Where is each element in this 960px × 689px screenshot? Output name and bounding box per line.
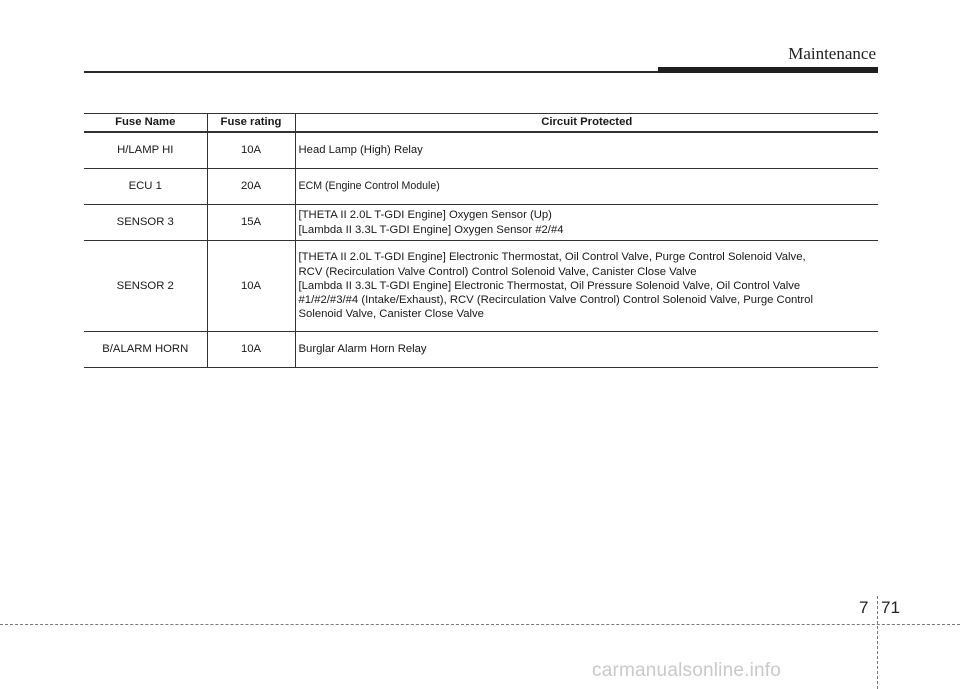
- fuse-name-cell: B/ALARM HORN: [84, 332, 207, 368]
- footer-divider: [0, 624, 960, 625]
- column-header-fuse-rating: Fuse rating: [207, 114, 295, 133]
- circuit-line: Solenoid Valve, Canister Close Valve: [298, 308, 484, 321]
- fuse-rating-cell: 10A: [207, 132, 295, 169]
- fuse-rating-cell: 10A: [207, 332, 295, 368]
- page-number-divider: [877, 596, 878, 689]
- circuit-line: [Lambda II 3.3L T-GDI Engine] Electronic Thermostat, Oil Pressure Solenoid Valve, Oil Control Valve: [298, 279, 801, 292]
- circuit-protected-cell: [295, 169, 878, 205]
- fuse-name-cell: ECU 1: [84, 169, 207, 205]
- circuit-protected-cell: [295, 332, 878, 368]
- fuse-table: [84, 113, 878, 368]
- column-header-fuse-name: Fuse Name: [84, 114, 207, 133]
- circuit-protected-cell: [295, 241, 878, 332]
- section-title: Maintenance: [788, 44, 876, 63]
- header-rule-accent: [658, 67, 878, 73]
- fuse-name-cell: SENSOR 2: [84, 241, 207, 332]
- header-rule: [84, 71, 660, 73]
- circuit-line: Head Lamp (High) Relay: [298, 144, 423, 157]
- fuse-rating-cell: 20A: [207, 169, 295, 205]
- fuse-name-cell: SENSOR 3: [84, 205, 207, 241]
- fuse-rating-cell: 10A: [207, 241, 295, 332]
- table-header-row: [84, 114, 878, 133]
- column-header-circuit-protected: Circuit Protected: [295, 114, 878, 133]
- chapter-number: 7: [859, 598, 869, 617]
- table-row: [84, 132, 878, 169]
- circuit-protected-cell: [295, 205, 878, 241]
- circuit-line: #1/#2/#3/#4 (Intake/Exhaust), RCV (Recirculation Valve Control) Control Solenoid Valve, Purge Control: [298, 294, 813, 307]
- circuit-line: Burglar Alarm Horn Relay: [298, 343, 427, 356]
- table-row: [84, 205, 878, 241]
- circuit-line: ECM (Engine Control Module): [298, 180, 440, 193]
- circuit-line: RCV (Recirculation Valve Control) Control Solenoid Valve, Canister Close Valve: [298, 265, 697, 278]
- table-row: [84, 241, 878, 332]
- fuse-rating-cell: 15A: [207, 205, 295, 241]
- table-row: [84, 169, 878, 205]
- circuit-line: [Lambda II 3.3L T-GDI Engine] Oxygen Sensor #2/#4: [298, 223, 564, 236]
- fuse-name-cell: H/LAMP HI: [84, 132, 207, 169]
- watermark: carmanualsonline.info: [592, 660, 782, 681]
- page-number: 71: [881, 598, 900, 617]
- circuit-line: [THETA II 2.0L T-GDI Engine] Oxygen Sensor (Up): [298, 209, 552, 222]
- circuit-protected-cell: [295, 132, 878, 169]
- table-row: [84, 332, 878, 368]
- circuit-line: [THETA II 2.0L T-GDI Engine] Electronic Thermostat, Oil Control Valve, Purge Control Solenoid Valve,: [298, 251, 806, 264]
